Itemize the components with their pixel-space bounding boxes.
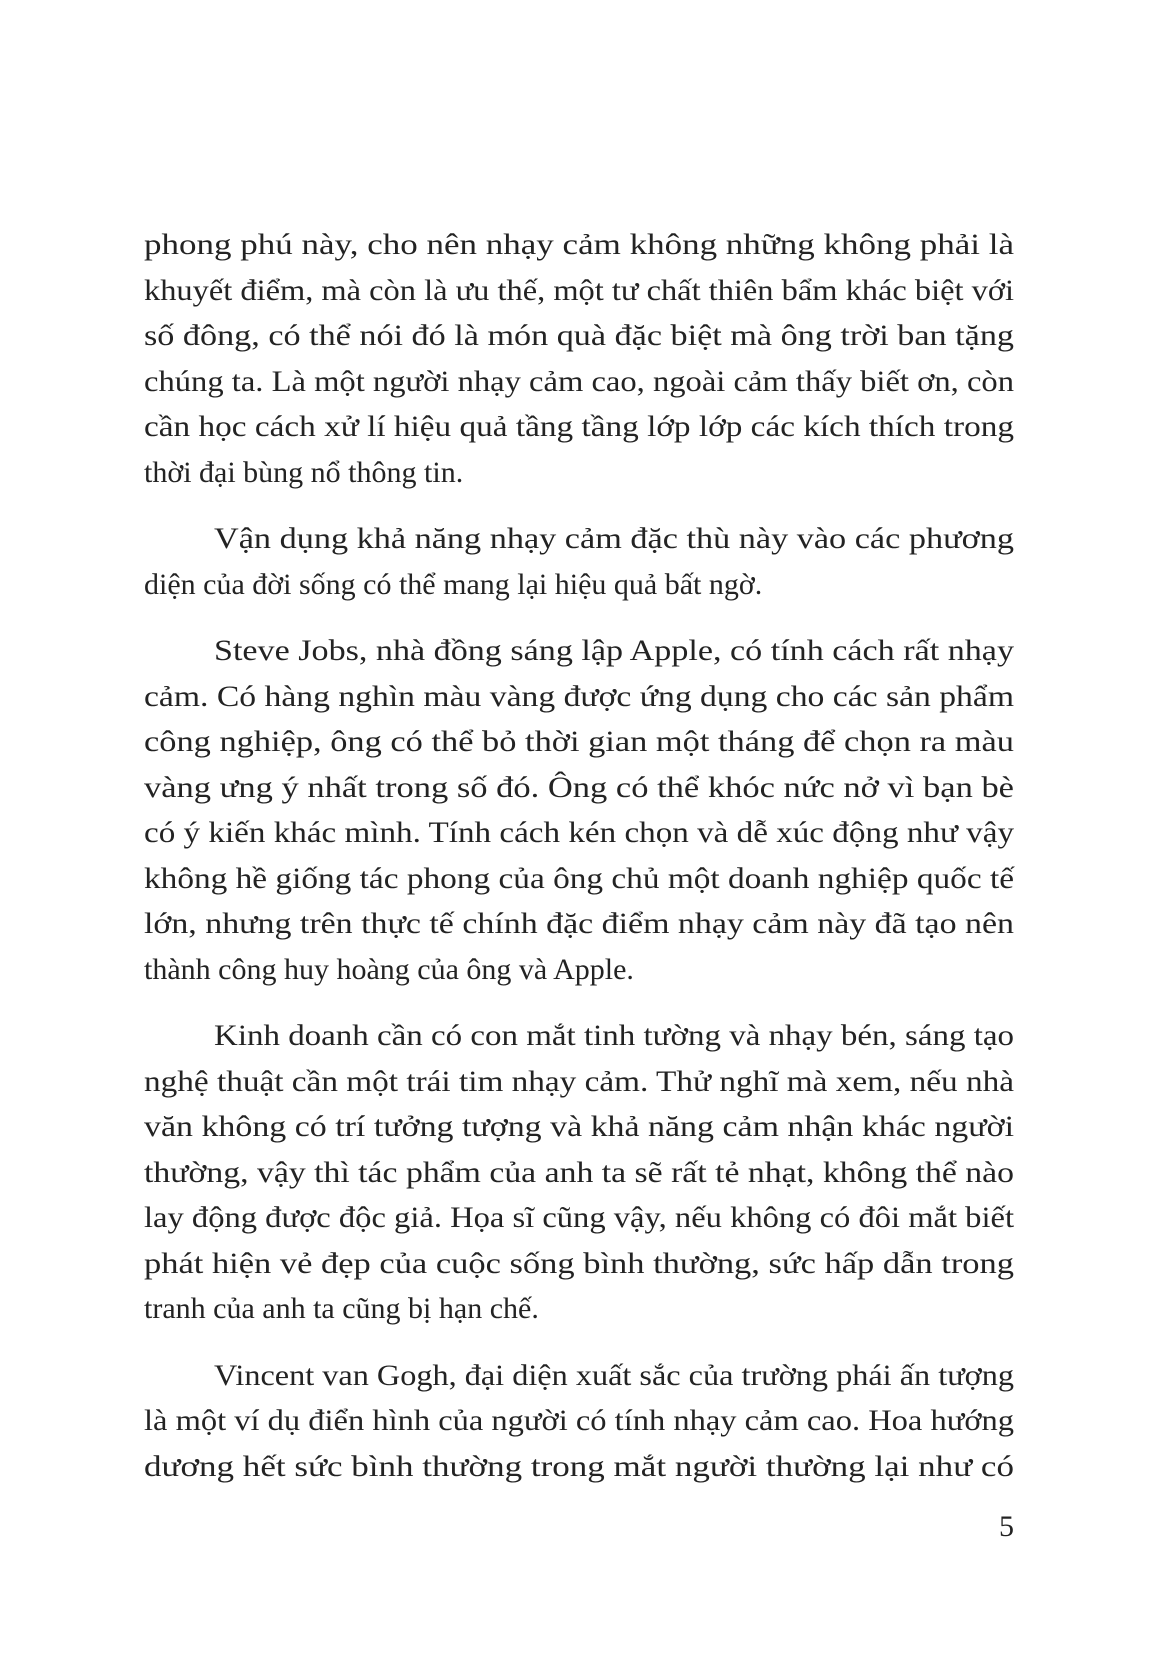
text-line: cảm. Có hàng nghìn màu vàng được ứng dụng cho các sản phẩm <box>144 679 1014 713</box>
paragraph <box>144 222 1014 495</box>
text-line: Kinh doanh cần có con mắt tinh tường và nhạy bén, sáng tạo <box>214 1019 1014 1052</box>
paragraph <box>144 628 1014 992</box>
text-line: công nghiệp, ông có thể bỏ thời gian một tháng để chọn ra màu <box>144 725 1015 758</box>
text-line: vàng ưng ý nhất trong số đó. Ông có thể khóc nức nở vì bạn bè <box>144 770 1014 804</box>
text-line: không hề giống tác phong của ông chủ một doanh nghiệp quốc tế <box>144 861 1014 895</box>
text-line: cần học cách xử lí hiệu quả tầng tầng lớp lớp các kích thích trong <box>144 410 1014 443</box>
body-text <box>144 222 1014 1489</box>
text-line: diện của đời sống có thể mang lại hiệu quả bất ngờ. <box>144 567 763 601</box>
text-line: Vận dụng khả năng nhạy cảm đặc thù này vào các phương <box>214 522 1014 555</box>
text-line: Steve Jobs, nhà đồng sáng lập Apple, có tính cách rất nhạy <box>214 634 1015 667</box>
paragraph <box>144 1353 1014 1490</box>
text-line: lớn, nhưng trên thực tế chính đặc điểm nhạy cảm này đã tạo nên <box>144 907 1014 940</box>
paragraph <box>144 1013 1014 1332</box>
text-line: văn không có trí tưởng tượng và khả năng cảm nhận khác người <box>144 1110 1014 1143</box>
text-line: chúng ta. Là một người nhạy cảm cao, ngoài cảm thấy biết ơn, còn <box>144 364 1014 398</box>
text-line: Vincent van Gogh, đại diện xuất sắc của trường phái ấn tượng <box>214 1358 1014 1392</box>
text-line: khuyết điểm, mà còn là ưu thế, một tư chất thiên bẩm khác biệt với <box>144 273 1014 307</box>
text-line: là một ví dụ điển hình của người có tính nhạy cảm cao. Hoa hướng <box>144 1404 1014 1437</box>
text-line: tranh của anh ta cũng bị hạn chế. <box>144 1292 539 1325</box>
text-line: có ý kiến khác mình. Tính cách kén chọn và dễ xúc động như vậy <box>144 816 1014 849</box>
paragraph <box>144 516 1014 607</box>
text-line: lay động được độc giả. Họa sĩ cũng vậy, nếu không có đôi mắt biết <box>144 1201 1014 1234</box>
text-line: phong phú này, cho nên nhạy cảm không những không phải là <box>144 228 1015 261</box>
text-line: thời đại bùng nổ thông tin. <box>144 455 464 489</box>
page-number: 5 <box>999 1510 1014 1543</box>
text-line: dương hết sức bình thường trong mắt người thường lại như có <box>144 1449 1015 1483</box>
text-line: thường, vậy thì tác phẩm của anh ta sẽ rất tẻ nhạt, không thể nào <box>144 1155 1014 1189</box>
text-line: thành công huy hoàng của ông và Apple. <box>144 952 634 986</box>
text-line: phát hiện vẻ đẹp của cuộc sống bình thường, sức hấp dẫn trong <box>144 1246 1014 1280</box>
text-line: số đông, có thể nói đó là món quà đặc biệt mà ông trời ban tặng <box>144 319 1014 352</box>
text-line: nghệ thuật cần một trái tim nhạy cảm. Thử nghĩ mà xem, nếu nhà <box>144 1064 1014 1098</box>
